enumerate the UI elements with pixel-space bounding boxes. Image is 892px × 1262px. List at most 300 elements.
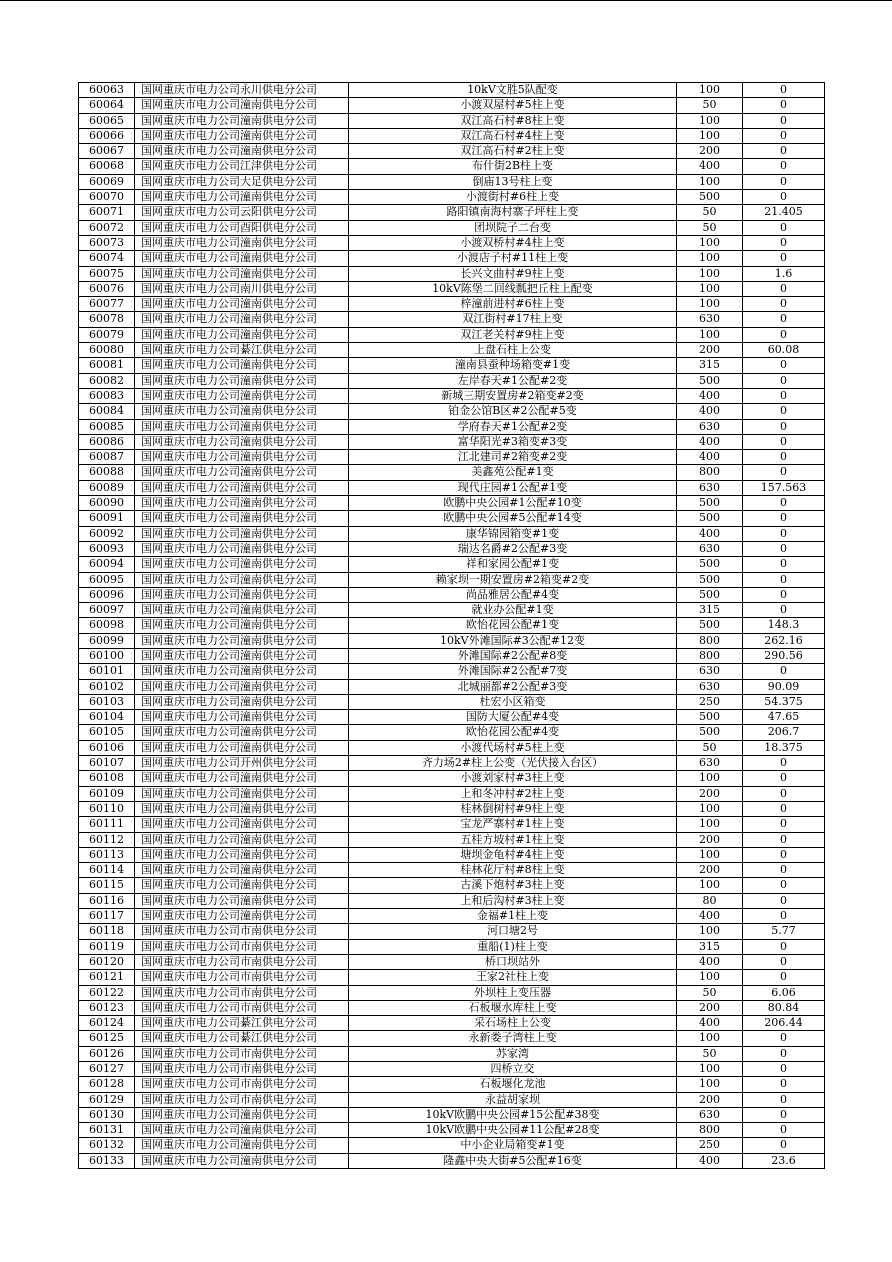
value-cell: 0 xyxy=(743,434,825,449)
transformer-name-cell: 北城丽都#2公配#3变 xyxy=(349,679,677,694)
row-id-cell: 60106 xyxy=(79,740,135,755)
row-id-cell: 60068 xyxy=(79,159,135,174)
row-id-cell: 60064 xyxy=(79,98,135,113)
company-cell: 国网重庆市电力公司潼南供电分公司 xyxy=(135,786,349,801)
capacity-cell: 200 xyxy=(677,144,743,159)
company-cell: 国网重庆市电力公司市南供电分公司 xyxy=(135,939,349,954)
company-cell: 国网重庆市电力公司潼南供电分公司 xyxy=(135,266,349,281)
value-cell: 0 xyxy=(743,511,825,526)
value-cell: 0 xyxy=(743,909,825,924)
row-id-cell: 60086 xyxy=(79,434,135,449)
table-row xyxy=(79,970,825,985)
capacity-cell: 100 xyxy=(677,83,743,98)
company-cell: 国网重庆市电力公司江津供电分公司 xyxy=(135,159,349,174)
value-cell: 0 xyxy=(743,801,825,816)
row-id-cell: 60126 xyxy=(79,1046,135,1061)
row-id-cell: 60092 xyxy=(79,526,135,541)
capacity-cell: 500 xyxy=(677,557,743,572)
capacity-cell: 50 xyxy=(677,98,743,113)
capacity-cell: 400 xyxy=(677,404,743,419)
capacity-cell: 200 xyxy=(677,832,743,847)
company-cell: 国网重庆市电力公司潼南供电分公司 xyxy=(135,541,349,556)
table-row xyxy=(79,404,825,419)
value-cell: 157.563 xyxy=(743,480,825,495)
row-id-cell: 60074 xyxy=(79,251,135,266)
table-row xyxy=(79,450,825,465)
row-id-cell: 60096 xyxy=(79,587,135,602)
company-cell: 国网重庆市电力公司市南供电分公司 xyxy=(135,985,349,1000)
capacity-cell: 100 xyxy=(677,113,743,128)
row-id-cell: 60082 xyxy=(79,373,135,388)
table-row xyxy=(79,939,825,954)
value-cell: 54.375 xyxy=(743,694,825,709)
transformer-name-cell: 10kV外滩国际#3公配#12变 xyxy=(349,633,677,648)
capacity-cell: 100 xyxy=(677,1031,743,1046)
table-row xyxy=(79,1016,825,1031)
row-id-cell: 60103 xyxy=(79,694,135,709)
transformer-name-cell: 上和冬冲村#2柱上变 xyxy=(349,786,677,801)
table-row xyxy=(79,985,825,1000)
row-id-cell: 60081 xyxy=(79,358,135,373)
table-row xyxy=(79,801,825,816)
row-id-cell: 60100 xyxy=(79,648,135,663)
company-cell: 国网重庆市电力公司市南供电分公司 xyxy=(135,1046,349,1061)
transformer-name-cell: 中小企业局箱变#1变 xyxy=(349,1138,677,1153)
table-row xyxy=(79,1062,825,1077)
row-id-cell: 60132 xyxy=(79,1138,135,1153)
value-cell: 90.09 xyxy=(743,679,825,694)
capacity-cell: 630 xyxy=(677,312,743,327)
table-row xyxy=(79,297,825,312)
table-row xyxy=(79,541,825,556)
value-cell: 206.7 xyxy=(743,725,825,740)
value-cell: 0 xyxy=(743,128,825,143)
table-row xyxy=(79,710,825,725)
capacity-cell: 100 xyxy=(677,251,743,266)
transformer-name-cell: 铂金公馆B区#2公配#5变 xyxy=(349,404,677,419)
company-cell: 国网重庆市电力公司潼南供电分公司 xyxy=(135,863,349,878)
transformer-name-cell: 学府春天#1公配#2变 xyxy=(349,419,677,434)
company-cell: 国网重庆市电力公司潼南供电分公司 xyxy=(135,832,349,847)
value-cell: 0 xyxy=(743,113,825,128)
table-row xyxy=(79,924,825,939)
capacity-cell: 100 xyxy=(677,235,743,250)
company-cell: 国网重庆市电力公司潼南供电分公司 xyxy=(135,694,349,709)
table-body xyxy=(79,83,825,1169)
company-cell: 国网重庆市电力公司綦江供电分公司 xyxy=(135,343,349,358)
data-table xyxy=(78,82,825,1169)
table-row xyxy=(79,1077,825,1092)
company-cell: 国网重庆市电力公司潼南供电分公司 xyxy=(135,740,349,755)
transformer-name-cell: 潼南县蚕种场箱变#1变 xyxy=(349,358,677,373)
company-cell: 国网重庆市电力公司潼南供电分公司 xyxy=(135,434,349,449)
company-cell: 国网重庆市电力公司潼南供电分公司 xyxy=(135,144,349,159)
value-cell: 0 xyxy=(743,1092,825,1107)
row-id-cell: 60115 xyxy=(79,878,135,893)
table-row xyxy=(79,205,825,220)
row-id-cell: 60072 xyxy=(79,220,135,235)
value-cell: 0 xyxy=(743,771,825,786)
value-cell: 0 xyxy=(743,327,825,342)
capacity-cell: 400 xyxy=(677,909,743,924)
transformer-name-cell: 祥和家园公配#1变 xyxy=(349,557,677,572)
table-row xyxy=(79,603,825,618)
capacity-cell: 250 xyxy=(677,1138,743,1153)
company-cell: 国网重庆市电力公司酉阳供电分公司 xyxy=(135,220,349,235)
capacity-cell: 500 xyxy=(677,710,743,725)
value-cell: 0 xyxy=(743,832,825,847)
value-cell: 0 xyxy=(743,388,825,403)
company-cell: 国网重庆市电力公司潼南供电分公司 xyxy=(135,893,349,908)
value-cell: 5.77 xyxy=(743,924,825,939)
transformer-name-cell: 五桂方坡村#1柱上变 xyxy=(349,832,677,847)
capacity-cell: 100 xyxy=(677,970,743,985)
transformer-name-cell: 永益胡家坝 xyxy=(349,1092,677,1107)
value-cell: 0 xyxy=(743,235,825,250)
table-row xyxy=(79,1000,825,1015)
row-id-cell: 60116 xyxy=(79,893,135,908)
company-cell: 国网重庆市电力公司潼南供电分公司 xyxy=(135,358,349,373)
capacity-cell: 50 xyxy=(677,220,743,235)
company-cell: 国网重庆市电力公司潼南供电分公司 xyxy=(135,465,349,480)
table-row xyxy=(79,1031,825,1046)
value-cell: 0 xyxy=(743,496,825,511)
transformer-name-cell: 石板堰水库柱上变 xyxy=(349,1000,677,1015)
row-id-cell: 60117 xyxy=(79,909,135,924)
company-cell: 国网重庆市电力公司潼南供电分公司 xyxy=(135,1107,349,1122)
row-id-cell: 60107 xyxy=(79,756,135,771)
row-id-cell: 60090 xyxy=(79,496,135,511)
capacity-cell: 315 xyxy=(677,358,743,373)
transformer-name-cell: 隆鑫中央大街#5公配#16变 xyxy=(349,1153,677,1168)
row-id-cell: 60104 xyxy=(79,710,135,725)
transformer-name-cell: 倒庙13号柱上变 xyxy=(349,174,677,189)
capacity-cell: 500 xyxy=(677,190,743,205)
table-row xyxy=(79,557,825,572)
capacity-cell: 630 xyxy=(677,480,743,495)
table-row xyxy=(79,587,825,602)
company-cell: 国网重庆市电力公司潼南供电分公司 xyxy=(135,404,349,419)
capacity-cell: 100 xyxy=(677,297,743,312)
company-cell: 国网重庆市电力公司潼南供电分公司 xyxy=(135,297,349,312)
value-cell: 0 xyxy=(743,664,825,679)
row-id-cell: 60105 xyxy=(79,725,135,740)
capacity-cell: 200 xyxy=(677,1092,743,1107)
value-cell: 0 xyxy=(743,1123,825,1138)
row-id-cell: 60063 xyxy=(79,83,135,98)
row-id-cell: 60114 xyxy=(79,863,135,878)
table-row xyxy=(79,327,825,342)
capacity-cell: 500 xyxy=(677,373,743,388)
capacity-cell: 500 xyxy=(677,618,743,633)
company-cell: 国网重庆市电力公司市南供电分公司 xyxy=(135,954,349,969)
company-cell: 国网重庆市电力公司潼南供电分公司 xyxy=(135,801,349,816)
table-row xyxy=(79,312,825,327)
row-id-cell: 60113 xyxy=(79,847,135,862)
company-cell: 国网重庆市电力公司潼南供电分公司 xyxy=(135,909,349,924)
row-id-cell: 60071 xyxy=(79,205,135,220)
capacity-cell: 50 xyxy=(677,985,743,1000)
value-cell: 0 xyxy=(743,541,825,556)
value-cell: 23.6 xyxy=(743,1153,825,1168)
table-row xyxy=(79,434,825,449)
value-cell: 0 xyxy=(743,939,825,954)
row-id-cell: 60073 xyxy=(79,235,135,250)
row-id-cell: 60121 xyxy=(79,970,135,985)
transformer-name-cell: 桂林倒树村#9柱上变 xyxy=(349,801,677,816)
capacity-cell: 100 xyxy=(677,281,743,296)
value-cell: 60.08 xyxy=(743,343,825,358)
transformer-name-cell: 富华阳光#3箱变#3变 xyxy=(349,434,677,449)
capacity-cell: 400 xyxy=(677,434,743,449)
company-cell: 国网重庆市电力公司市南供电分公司 xyxy=(135,1092,349,1107)
table-row xyxy=(79,83,825,98)
company-cell: 国网重庆市电力公司潼南供电分公司 xyxy=(135,128,349,143)
capacity-cell: 250 xyxy=(677,694,743,709)
company-cell: 国网重庆市电力公司市南供电分公司 xyxy=(135,924,349,939)
capacity-cell: 100 xyxy=(677,1077,743,1092)
value-cell: 0 xyxy=(743,1062,825,1077)
table-row xyxy=(79,235,825,250)
row-id-cell: 60094 xyxy=(79,557,135,572)
value-cell: 0 xyxy=(743,373,825,388)
row-id-cell: 60129 xyxy=(79,1092,135,1107)
transformer-name-cell: 欧鹏中央公园#1公配#10变 xyxy=(349,496,677,511)
value-cell: 0 xyxy=(743,1138,825,1153)
company-cell: 国网重庆市电力公司潼南供电分公司 xyxy=(135,373,349,388)
capacity-cell: 630 xyxy=(677,1107,743,1122)
value-cell: 206.44 xyxy=(743,1016,825,1031)
transformer-name-cell: 布什街2B柱上变 xyxy=(349,159,677,174)
company-cell: 国网重庆市电力公司大足供电分公司 xyxy=(135,174,349,189)
transformer-name-cell: 10kV文胜5队配变 xyxy=(349,83,677,98)
value-cell: 47.65 xyxy=(743,710,825,725)
table-row xyxy=(79,113,825,128)
table-row xyxy=(79,893,825,908)
row-id-cell: 60098 xyxy=(79,618,135,633)
value-cell: 0 xyxy=(743,144,825,159)
company-cell: 国网重庆市电力公司市南供电分公司 xyxy=(135,1000,349,1015)
row-id-cell: 60112 xyxy=(79,832,135,847)
row-id-cell: 60102 xyxy=(79,679,135,694)
value-cell: 0 xyxy=(743,358,825,373)
transformer-name-cell: 康华锦园箱变#1变 xyxy=(349,526,677,541)
value-cell: 0 xyxy=(743,190,825,205)
row-id-cell: 60109 xyxy=(79,786,135,801)
capacity-cell: 630 xyxy=(677,419,743,434)
row-id-cell: 60119 xyxy=(79,939,135,954)
company-cell: 国网重庆市电力公司潼南供电分公司 xyxy=(135,648,349,663)
transformer-name-cell: 小渡双桥村#4柱上变 xyxy=(349,235,677,250)
value-cell: 0 xyxy=(743,893,825,908)
transformer-name-cell: 10kV欧鹏中央公园#11公配#28变 xyxy=(349,1123,677,1138)
capacity-cell: 500 xyxy=(677,511,743,526)
table-row xyxy=(79,832,825,847)
row-id-cell: 60066 xyxy=(79,128,135,143)
table-row xyxy=(79,1123,825,1138)
table-row xyxy=(79,1092,825,1107)
company-cell: 国网重庆市电力公司开州供电分公司 xyxy=(135,756,349,771)
capacity-cell: 800 xyxy=(677,633,743,648)
capacity-cell: 400 xyxy=(677,526,743,541)
value-cell: 0 xyxy=(743,98,825,113)
transformer-name-cell: 宝龙严寨村#1柱上变 xyxy=(349,817,677,832)
capacity-cell: 500 xyxy=(677,496,743,511)
value-cell: 0 xyxy=(743,404,825,419)
company-cell: 国网重庆市电力公司潼南供电分公司 xyxy=(135,710,349,725)
transformer-name-cell: 梓潼前进村#6柱上变 xyxy=(349,297,677,312)
company-cell: 国网重庆市电力公司潼南供电分公司 xyxy=(135,480,349,495)
table-row xyxy=(79,128,825,143)
table-row xyxy=(79,159,825,174)
transformer-name-cell: 永新娄子湾柱上变 xyxy=(349,1031,677,1046)
value-cell: 0 xyxy=(743,603,825,618)
value-cell: 0 xyxy=(743,312,825,327)
company-cell: 国网重庆市电力公司潼南供电分公司 xyxy=(135,771,349,786)
value-cell: 0 xyxy=(743,970,825,985)
company-cell: 国网重庆市电力公司潼南供电分公司 xyxy=(135,817,349,832)
transformer-name-cell: 小渡双屋村#5柱上变 xyxy=(349,98,677,113)
transformer-name-cell: 古溪下炮村#3柱上变 xyxy=(349,878,677,893)
company-cell: 国网重庆市电力公司潼南供电分公司 xyxy=(135,664,349,679)
value-cell: 0 xyxy=(743,786,825,801)
transformer-name-cell: 就业办公配#1变 xyxy=(349,603,677,618)
row-id-cell: 60095 xyxy=(79,572,135,587)
transformer-name-cell: 外坝柱上变压器 xyxy=(349,985,677,1000)
transformer-name-cell: 尚品雅居公配#4变 xyxy=(349,587,677,602)
capacity-cell: 400 xyxy=(677,1016,743,1031)
transformer-name-cell: 双江街村#17柱上变 xyxy=(349,312,677,327)
capacity-cell: 200 xyxy=(677,786,743,801)
value-cell: 0 xyxy=(743,465,825,480)
company-cell: 国网重庆市电力公司潼南供电分公司 xyxy=(135,98,349,113)
row-id-cell: 60099 xyxy=(79,633,135,648)
capacity-cell: 500 xyxy=(677,725,743,740)
company-cell: 国网重庆市电力公司潼南供电分公司 xyxy=(135,633,349,648)
transformer-name-cell: 桂林花厅村#8柱上变 xyxy=(349,863,677,878)
capacity-cell: 630 xyxy=(677,679,743,694)
row-id-cell: 60123 xyxy=(79,1000,135,1015)
company-cell: 国网重庆市电力公司綦江供电分公司 xyxy=(135,1016,349,1031)
capacity-cell: 100 xyxy=(677,847,743,862)
table-row xyxy=(79,281,825,296)
capacity-cell: 100 xyxy=(677,801,743,816)
row-id-cell: 60070 xyxy=(79,190,135,205)
transformer-name-cell: 欧怡花园公配#1变 xyxy=(349,618,677,633)
company-cell: 国网重庆市电力公司潼南供电分公司 xyxy=(135,587,349,602)
transformer-name-cell: 双江高石村#4柱上变 xyxy=(349,128,677,143)
capacity-cell: 630 xyxy=(677,664,743,679)
company-cell: 国网重庆市电力公司潼南供电分公司 xyxy=(135,327,349,342)
value-cell: 21.405 xyxy=(743,205,825,220)
company-cell: 国网重庆市电力公司潼南供电分公司 xyxy=(135,603,349,618)
company-cell: 国网重庆市电力公司潼南供电分公司 xyxy=(135,847,349,862)
capacity-cell: 50 xyxy=(677,740,743,755)
company-cell: 国网重庆市电力公司南川供电分公司 xyxy=(135,281,349,296)
company-cell: 国网重庆市电力公司市南供电分公司 xyxy=(135,1077,349,1092)
transformer-name-cell: 重船(1)柱上变 xyxy=(349,939,677,954)
transformer-name-cell: 10kV欧鹏中央公园#15公配#38变 xyxy=(349,1107,677,1122)
company-cell: 国网重庆市电力公司潼南供电分公司 xyxy=(135,388,349,403)
row-id-cell: 60088 xyxy=(79,465,135,480)
row-id-cell: 60087 xyxy=(79,450,135,465)
value-cell: 0 xyxy=(743,847,825,862)
company-cell: 国网重庆市电力公司潼南供电分公司 xyxy=(135,496,349,511)
value-cell: 0 xyxy=(743,281,825,296)
company-cell: 国网重庆市电力公司云阳供电分公司 xyxy=(135,205,349,220)
company-cell: 国网重庆市电力公司綦江供电分公司 xyxy=(135,1031,349,1046)
capacity-cell: 315 xyxy=(677,939,743,954)
table-row xyxy=(79,909,825,924)
capacity-cell: 100 xyxy=(677,924,743,939)
transformer-name-cell: 齐力场2#柱上公变（光伏接入台区） xyxy=(349,756,677,771)
table-row xyxy=(79,98,825,113)
table-row xyxy=(79,725,825,740)
transformer-name-cell: 桥口坝站外 xyxy=(349,954,677,969)
table-row xyxy=(79,496,825,511)
row-id-cell: 60125 xyxy=(79,1031,135,1046)
transformer-name-cell: 赖家坝一期安置房#2箱变#2变 xyxy=(349,572,677,587)
capacity-cell: 500 xyxy=(677,572,743,587)
table-row xyxy=(79,618,825,633)
table-row xyxy=(79,1138,825,1153)
value-cell: 0 xyxy=(743,174,825,189)
value-cell: 0 xyxy=(743,220,825,235)
capacity-cell: 100 xyxy=(677,266,743,281)
table-row xyxy=(79,511,825,526)
row-id-cell: 60077 xyxy=(79,297,135,312)
value-cell: 290.56 xyxy=(743,648,825,663)
transformer-name-cell: 王家2社柱上变 xyxy=(349,970,677,985)
capacity-cell: 100 xyxy=(677,327,743,342)
capacity-cell: 400 xyxy=(677,1153,743,1168)
capacity-cell: 630 xyxy=(677,541,743,556)
transformer-name-cell: 外滩国际#2公配#7变 xyxy=(349,664,677,679)
capacity-cell: 400 xyxy=(677,388,743,403)
table-row xyxy=(79,847,825,862)
company-cell: 国网重庆市电力公司潼南供电分公司 xyxy=(135,511,349,526)
value-cell: 0 xyxy=(743,557,825,572)
transformer-name-cell: 小渡街村#6柱上变 xyxy=(349,190,677,205)
value-cell: 0 xyxy=(743,572,825,587)
capacity-cell: 100 xyxy=(677,174,743,189)
row-id-cell: 60120 xyxy=(79,954,135,969)
company-cell: 国网重庆市电力公司潼南供电分公司 xyxy=(135,725,349,740)
transformer-name-cell: 小渡店子村#11柱上变 xyxy=(349,251,677,266)
value-cell: 1.6 xyxy=(743,266,825,281)
row-id-cell: 60078 xyxy=(79,312,135,327)
transformer-name-cell: 国防大厦公配#4变 xyxy=(349,710,677,725)
table-row xyxy=(79,786,825,801)
row-id-cell: 60118 xyxy=(79,924,135,939)
company-cell: 国网重庆市电力公司潼南供电分公司 xyxy=(135,878,349,893)
value-cell: 0 xyxy=(743,251,825,266)
company-cell: 国网重庆市电力公司潼南供电分公司 xyxy=(135,235,349,250)
company-cell: 国网重庆市电力公司潼南供电分公司 xyxy=(135,557,349,572)
company-cell: 国网重庆市电力公司潼南供电分公司 xyxy=(135,190,349,205)
transformer-name-cell: 瑞达名爵#2公配#3变 xyxy=(349,541,677,556)
transformer-name-cell: 新城三期安置房#2箱变#2变 xyxy=(349,388,677,403)
company-cell: 国网重庆市电力公司潼南供电分公司 xyxy=(135,618,349,633)
table-row xyxy=(79,144,825,159)
capacity-cell: 200 xyxy=(677,1000,743,1015)
capacity-cell: 500 xyxy=(677,587,743,602)
table-row xyxy=(79,679,825,694)
transformer-name-cell: 美鑫苑公配#1变 xyxy=(349,465,677,480)
transformer-name-cell: 小渡刘家村#3柱上变 xyxy=(349,771,677,786)
table-row xyxy=(79,664,825,679)
value-cell: 0 xyxy=(743,1031,825,1046)
